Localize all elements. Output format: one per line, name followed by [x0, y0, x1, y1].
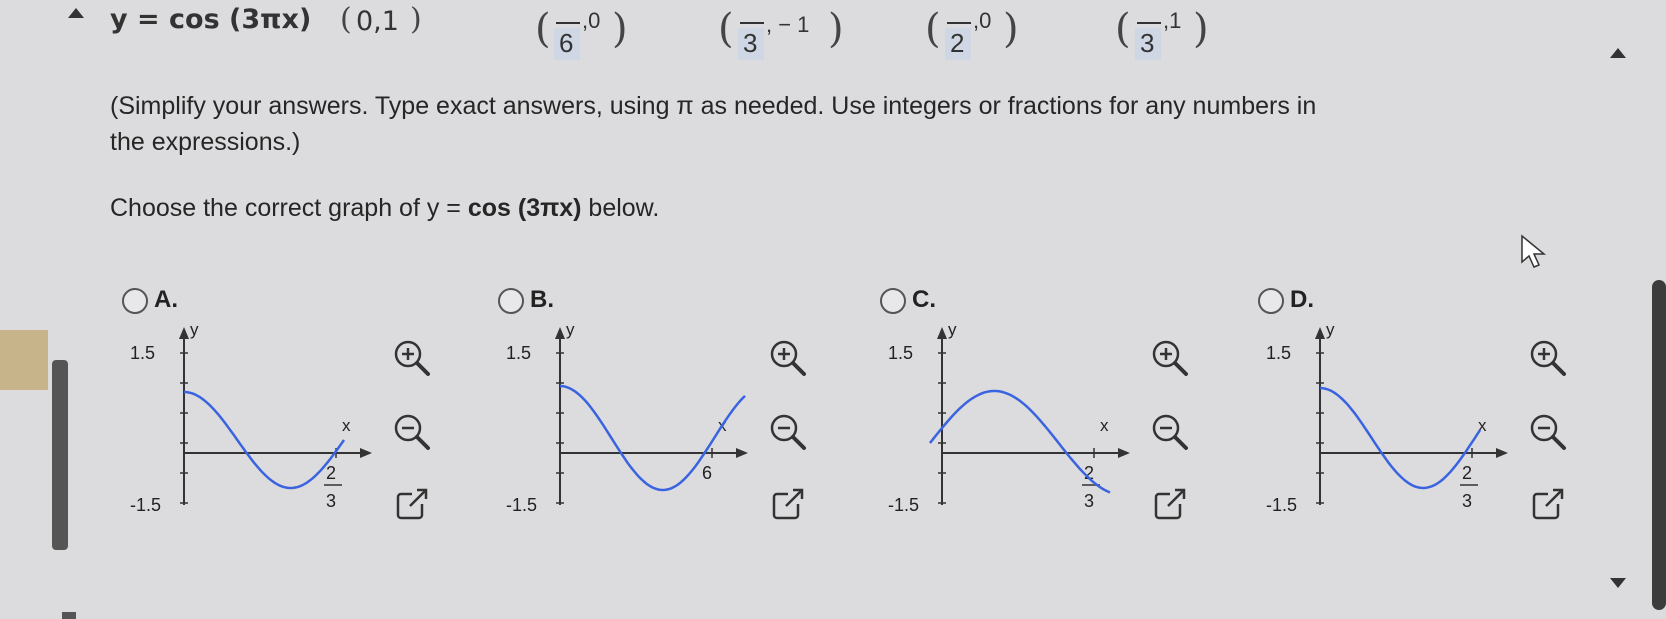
point2-right-paren: ) [612, 6, 628, 52]
popout-icon[interactable] [1526, 482, 1570, 526]
zoom-in-icon[interactable] [1148, 336, 1192, 380]
header-equation: y = cos (3πx) [110, 4, 312, 35]
y-min-label: -1.5 [888, 495, 920, 515]
point4-right-paren: ) [1003, 6, 1019, 52]
y-axis-label: y [948, 325, 957, 339]
point2-left-paren: ( [535, 6, 551, 52]
popout-icon[interactable] [1148, 482, 1192, 526]
point4-left-paren: ( [925, 6, 941, 52]
option-graph-a [112, 325, 372, 545]
point5-right-paren: ) [1193, 6, 1209, 52]
y-axis-label: y [190, 325, 199, 339]
y-axis-arrow [179, 327, 189, 339]
popout-icon[interactable] [390, 482, 434, 526]
option-label-d[interactable]: D. [1290, 286, 1314, 313]
x-tick-numerator: 2 [1084, 463, 1095, 483]
y-axis-arrow [937, 327, 947, 339]
point1-left-paren: ( [340, 2, 352, 37]
point4-denominator: 2 [950, 28, 965, 58]
point3-right-paren: ) [828, 6, 844, 52]
x-axis-arrow [736, 448, 748, 458]
y-max-label: 1.5 [1266, 343, 1292, 363]
y-axis-arrow [1315, 327, 1325, 339]
zoom-in-icon[interactable] [766, 336, 810, 380]
option-curve [560, 386, 745, 490]
option-label-c[interactable]: C. [912, 286, 936, 313]
option-graph-d [1248, 325, 1508, 545]
scroll-down-arrow-right[interactable] [1610, 578, 1626, 588]
point5-denominator: 3 [1140, 28, 1155, 58]
point3-left-paren: ( [718, 6, 734, 52]
popout-icon[interactable] [766, 482, 810, 526]
zoom-in-icon[interactable] [1526, 336, 1570, 380]
x-axis-label: x [718, 416, 727, 435]
option-radio-c[interactable] [880, 288, 906, 314]
option-curve [1320, 388, 1480, 488]
point3-fraction-bar [740, 22, 764, 24]
mouse-cursor-icon [1520, 234, 1552, 270]
x-tick-denominator: 3 [326, 491, 337, 511]
option-graph-b [488, 325, 748, 545]
x-tick-numerator: 2 [1462, 463, 1473, 483]
y-axis-label: y [566, 325, 575, 339]
option-curve [930, 391, 1110, 493]
point2-y: ,0 [582, 8, 601, 33]
option-curve [184, 392, 344, 488]
option-radio-a[interactable] [122, 288, 148, 314]
zoom-out-icon[interactable] [1148, 410, 1192, 454]
point2-fraction-bar [556, 22, 580, 24]
x-axis-label: x [1100, 416, 1109, 435]
option-radio-b[interactable] [498, 288, 524, 314]
question-suffix: below. [581, 194, 660, 222]
point4-y: ,0 [973, 8, 992, 33]
zoom-out-icon[interactable] [390, 410, 434, 454]
option-radio-d[interactable] [1258, 288, 1284, 314]
point1-right-paren: ) [410, 2, 422, 37]
left-side-bar [52, 360, 68, 550]
point3-denominator: 3 [743, 28, 758, 58]
point3-y: , − 1 [766, 12, 810, 37]
point1: 0,1 [356, 6, 399, 37]
zoom-out-icon[interactable] [1526, 410, 1570, 454]
y-max-label: 1.5 [888, 343, 914, 363]
x-axis-label: x [1478, 416, 1487, 435]
instructions-line2: the expressions.) [110, 128, 301, 156]
point5-left-paren: ( [1115, 6, 1131, 52]
x-tick-denominator: 3 [1462, 491, 1473, 511]
y-max-label: 1.5 [506, 343, 532, 363]
y-axis-label: y [1326, 325, 1335, 339]
question-prefix: Choose the correct graph of y = [110, 194, 468, 222]
scroll-up-arrow-right[interactable] [1610, 48, 1626, 58]
option-label-a[interactable]: A. [154, 286, 178, 313]
y-min-label: -1.5 [506, 495, 538, 515]
point2-denominator: 6 [559, 28, 574, 58]
instructions-line1: (Simplify your answers. Type exact answers, using π as needed. Use integers or fractions for any numbers in [110, 92, 1317, 120]
y-max-label: 1.5 [130, 343, 156, 363]
point5-y: ,1 [1163, 8, 1182, 33]
x-tick-label: 6 [702, 463, 713, 483]
x-tick-denominator: 3 [1084, 491, 1095, 511]
option-graph-c [870, 325, 1130, 545]
zoom-out-icon[interactable] [766, 410, 810, 454]
x-tick-numerator: 2 [326, 463, 337, 483]
scroll-up-arrow-left[interactable] [68, 8, 84, 18]
point5-fraction-bar [1137, 22, 1161, 24]
x-axis-arrow [1496, 448, 1508, 458]
y-min-label: -1.5 [130, 495, 162, 515]
question-function: cos (3πx) [467, 194, 582, 222]
x-axis-label: x [342, 416, 351, 435]
x-axis-arrow [1118, 448, 1130, 458]
option-label-b[interactable]: B. [530, 286, 554, 313]
right-scrollbar-thumb[interactable] [1652, 280, 1666, 610]
x-axis-arrow [360, 448, 372, 458]
y-axis-arrow [555, 327, 565, 339]
y-min-label: -1.5 [1266, 495, 1298, 515]
left-side-panel [0, 330, 48, 390]
point4-fraction-bar [947, 22, 971, 24]
bottom-scroll-mark [62, 612, 76, 619]
zoom-in-icon[interactable] [390, 336, 434, 380]
question-text [110, 194, 659, 223]
